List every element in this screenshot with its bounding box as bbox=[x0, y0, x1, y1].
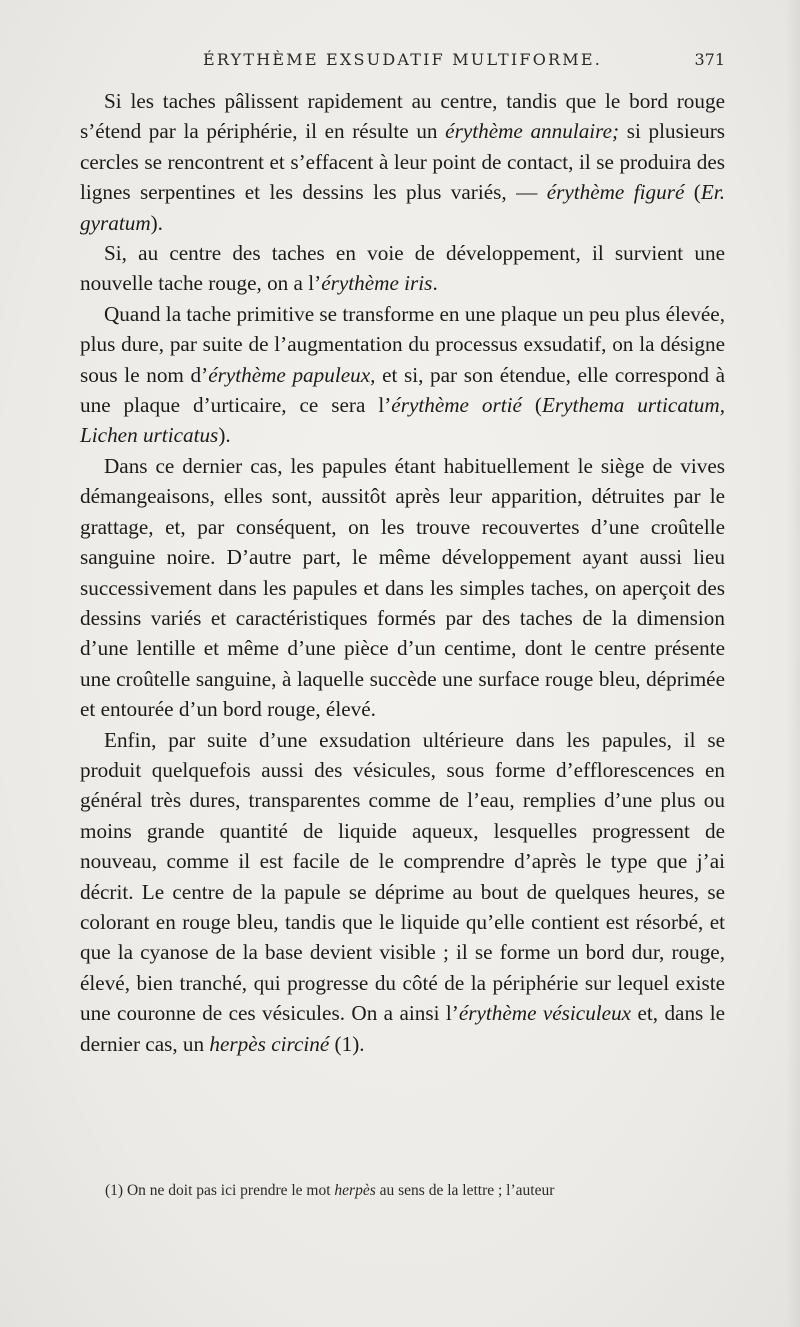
italic-text-run: érythème figuré bbox=[546, 180, 685, 205]
text-run: Si, au centre des taches en voie de développement, il survient une nouvelle tache rouge, on a l’ bbox=[80, 241, 725, 296]
running-title: ÉRYTHÈME EXSUDATIF MULTIFORME. bbox=[202, 50, 603, 69]
italic-text-run: Er. gyratum bbox=[80, 180, 725, 235]
text-run: . bbox=[432, 271, 438, 296]
text-run: ( bbox=[521, 393, 542, 418]
text-run: au sens de la lettre ; l’auteur bbox=[375, 1182, 555, 1199]
paragraph bbox=[80, 86, 725, 238]
page-header bbox=[80, 50, 725, 80]
italic-text-run: érythème ortié bbox=[391, 393, 522, 418]
paragraph bbox=[80, 725, 725, 1059]
text-run: Quand la tache primitive se transforme en une plaque un peu plus élevée, plus dure, par suite de l’augmentation du processus exsudatif, on la désigne sous le nom d’ bbox=[80, 301, 725, 387]
page-edge-shadow bbox=[786, 0, 800, 1327]
text-run: et, dans le dernier cas, un bbox=[80, 1001, 725, 1056]
text-run: (1) On ne doit pas ici prendre le mot bbox=[105, 1182, 335, 1199]
paragraph bbox=[80, 299, 725, 451]
text-run: ). bbox=[218, 423, 231, 448]
italic-text-run: Erythema urticatum, Lichen urticatus bbox=[80, 393, 725, 448]
italic-text-run: érythème vésiculeux bbox=[458, 1001, 632, 1026]
body-text bbox=[80, 86, 725, 1059]
text-run: (1). bbox=[329, 1031, 365, 1056]
page-number: 371 bbox=[694, 50, 725, 69]
footnote bbox=[105, 1180, 735, 1202]
text-run: ( bbox=[684, 180, 701, 205]
paragraph bbox=[80, 451, 725, 725]
text-run: Si les taches pâlissent rapidement au centre, tandis que le bord rouge s’étend par la périphérie, il en résulte un bbox=[80, 89, 725, 144]
italic-text-run: érythème annulaire; bbox=[445, 119, 620, 144]
text-run: et si, par son étendue, elle correspond à une plaque d’urticaire, ce sera l’ bbox=[80, 362, 725, 418]
text-run: Enfin, par suite d’une exsudation ultérieure dans les papules, il se produit quelquefois aussi des vésicules, sous forme d’efflorescences en général très dures, transparentes comme de l’eau, remplies d’une plus ou moins grande quantité de liquide aqueux, lesquelles progressent de nouveau, comme il est facile de le comprendre d’après le type que j’ai décrit. Le centre de la papule se déprime au bout de quelques heures, se colorant en rouge bleu, tandis que le liquide qu’elle contient est résorbé, et que la cyanose de la base devient visible ; il se forme un bord dur, rouge, élevé, bien tranché, qui progresse du côté de la périphérie sur lequel existe une couronne de ces vésicules. On a ainsi l’ bbox=[80, 727, 725, 1026]
italic-text-run: herpès bbox=[334, 1182, 376, 1199]
italic-text-run: érythème papuleux, bbox=[208, 362, 376, 387]
text-run: si plusieurs cercles se rencontrent et s’effacent à leur point de contact, il se produira des lignes serpentines et les dessins les plus variés, — bbox=[80, 119, 726, 205]
text-run: ). bbox=[150, 210, 163, 235]
text-run: Dans ce dernier cas, les papules étant habituellement le siège de vives démangeaisons, elles sont, aussitôt après leur apparition, détruites par le grattage, et, par conséquent, on les trouve recouvertes d’une croûtelle sanguine noire. D’autre part, le même développement ayant aussi lieu successivement dans les papules et dans les simples taches, on aperçoit des dessins variés et caractéristiques formés par des taches de la dimension d’une lentille et même d’une pièce d’un centime, dont le centre présente une croûtelle sanguine, à laquelle succède une surface rouge bleu, déprimée et entourée d’un bord rouge, élevé. bbox=[80, 453, 725, 722]
paragraph bbox=[80, 238, 725, 299]
italic-text-run: herpès circiné bbox=[209, 1031, 330, 1056]
italic-text-run: érythème iris bbox=[321, 271, 433, 296]
